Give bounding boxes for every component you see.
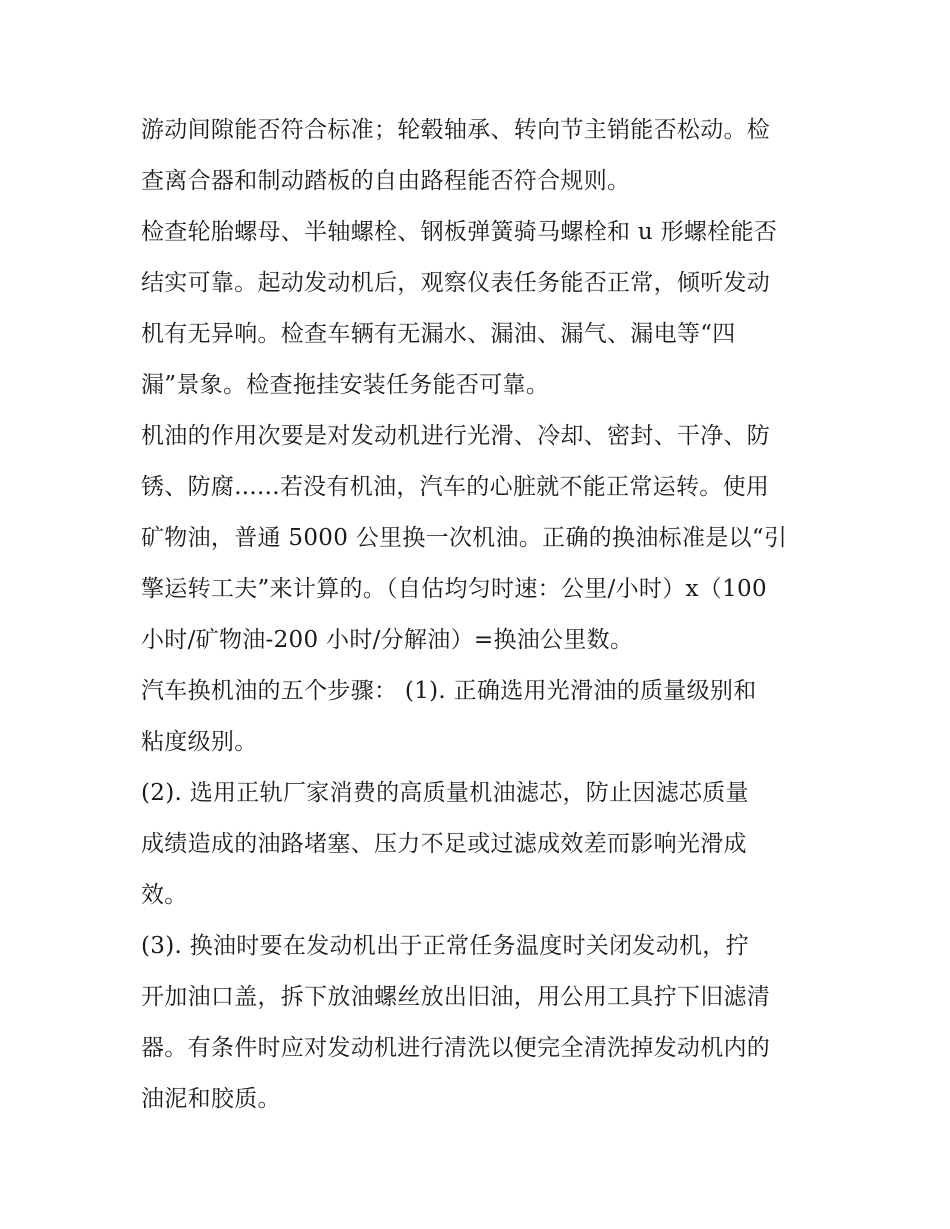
text-line: 结实可靠。起动发动机后，观察仪表任务能否正常，倾听发动	[141, 270, 771, 296]
text-line: 查离合器和制动踏板的自由路程能否符合规则。	[141, 168, 631, 194]
text-line: 成绩造成的油路堵塞、压力不足或过滤成效差而影响光滑成	[141, 831, 747, 857]
text-line: 漏”景象。检查拖挂安装任务能否可靠。	[141, 372, 550, 398]
text-line: 锈、防腐......若没有机油，汽车的心脏就不能正常运转。使用	[141, 474, 770, 500]
text-line: 检查轮胎螺母、半轴螺栓、钢板弹簧骑马螺栓和 u 形螺栓能否	[141, 219, 778, 245]
text-line: 小时/矿物油-200 小时/分解油）=换油公里数。	[141, 627, 634, 653]
text-line: 开加油口盖，拆下放油螺丝放出旧油，用公用工具拧下旧滤清	[141, 984, 771, 1010]
document-body	[141, 105, 816, 1125]
text-line: 器。有条件时应对发动机进行清洗以便完全清洗掉发动机内的	[141, 1035, 771, 1061]
text-line: 游动间隙能否符合标准；轮毂轴承、转向节主销能否松动。检	[141, 117, 771, 143]
text-line: 油泥和胶质。	[141, 1086, 281, 1112]
text-line: 汽车换机油的五个步骤： (1). 正确选用光滑油的质量级别和	[141, 678, 757, 704]
text-line: 机有无异响。检查车辆有无漏水、漏油、漏气、漏电等“四	[141, 321, 736, 347]
text-line: (2). 选用正轨厂家消费的高质量机油滤芯，防止因滤芯质量	[141, 780, 749, 806]
text-line: (3). 换油时要在发动机出于正常任务温度时关闭发动机，拧	[141, 933, 749, 959]
text-line: 粘度级别。	[141, 729, 258, 755]
text-line: 效。	[141, 882, 188, 908]
text-line: 矿物油，普通 5000 公里换一次机油。正确的换油标准是以“引	[141, 525, 788, 551]
text-line: 擎运转工夫”来计算的。（自估均匀时速：公里/小时）x（100	[141, 576, 767, 602]
text-line: 机油的作用次要是对发动机进行光滑、冷却、密封、干净、防	[141, 423, 771, 449]
